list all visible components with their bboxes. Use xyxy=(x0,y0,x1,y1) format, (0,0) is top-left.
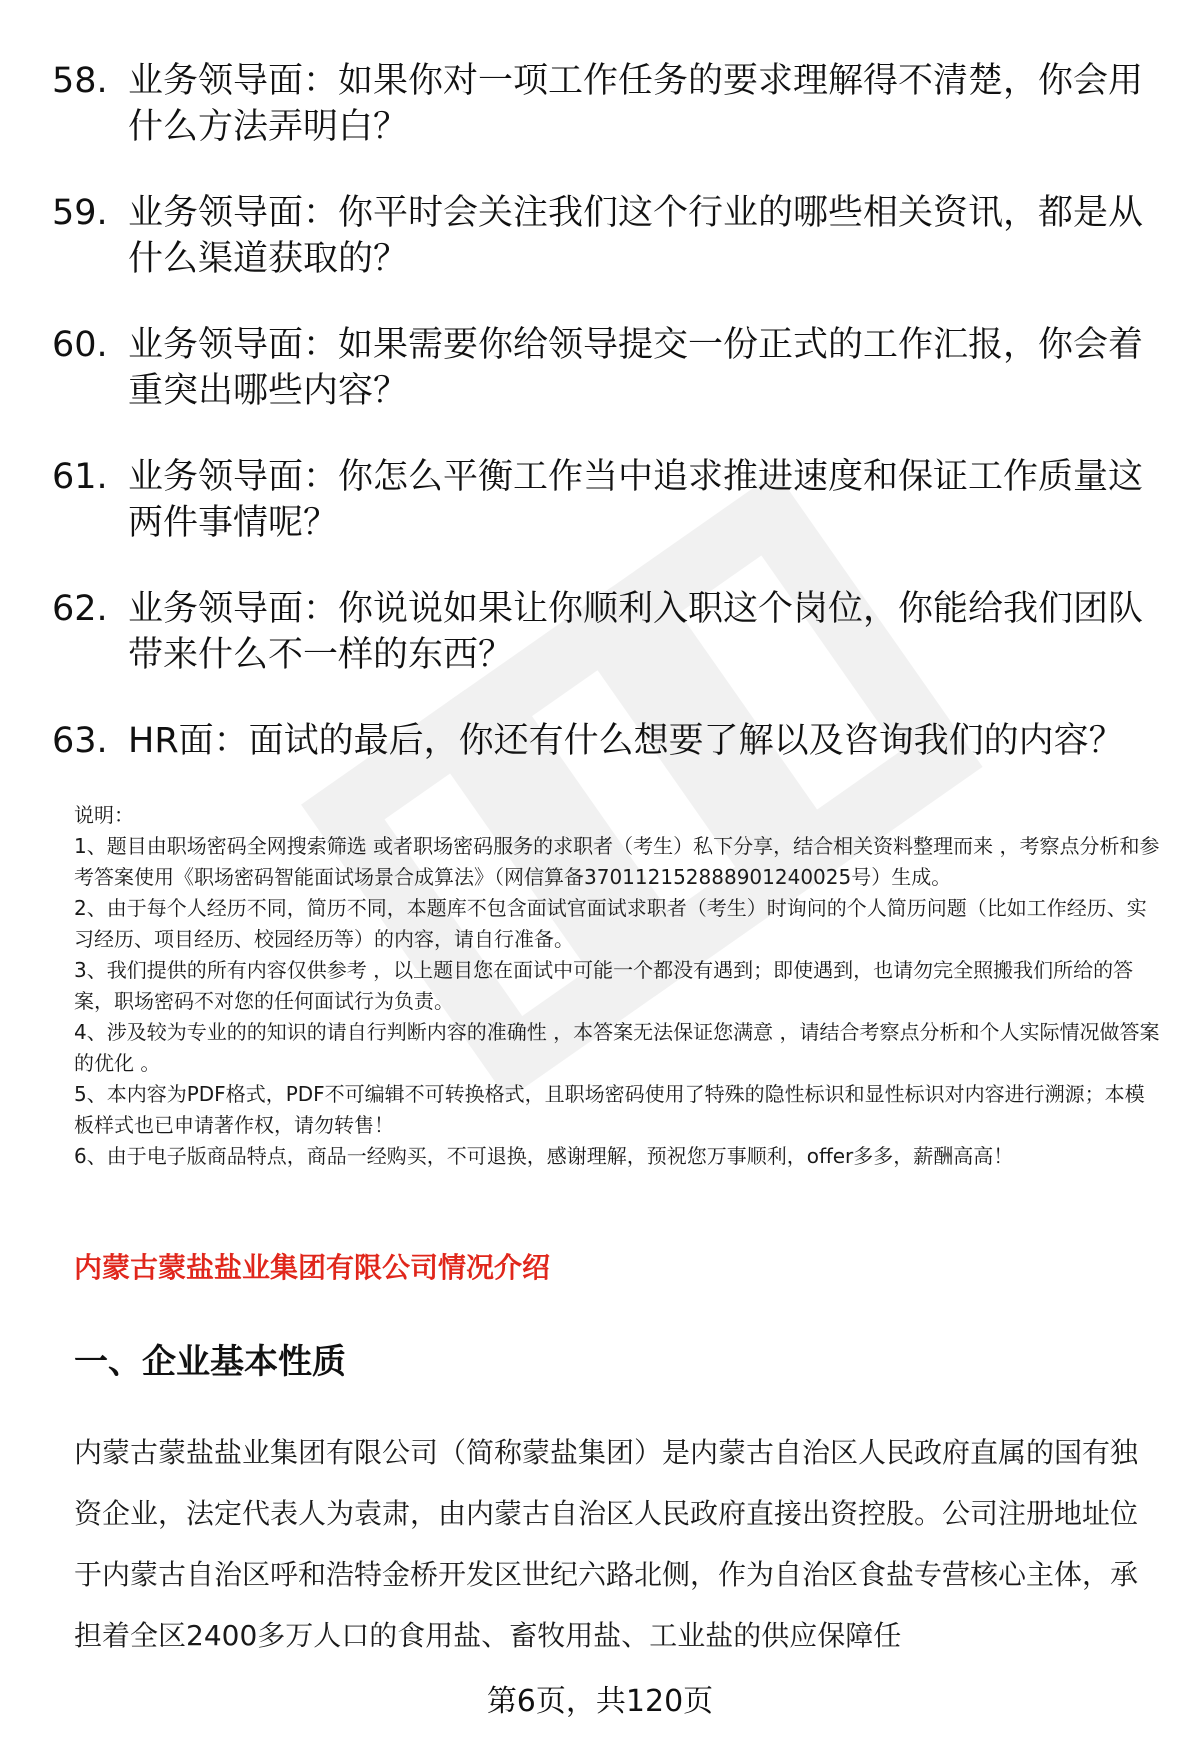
question-list xyxy=(52,58,1162,804)
question-item xyxy=(52,322,1162,414)
question-number: 62. xyxy=(52,589,108,629)
intro-paragraph xyxy=(74,1422,1160,1666)
question-text: HR面：面试的最后，你还有什么想要了解以及咨询我们的内容？ xyxy=(128,721,1124,761)
question-text: 业务领导面：你说说如果让你顺利入职这个岗位，你能给我们团队带来什么不一样的东西？ xyxy=(128,589,1144,675)
company-title: 内蒙古蒙盐盐业集团有限公司情况介绍 xyxy=(74,1251,551,1284)
question-item xyxy=(52,58,1162,150)
question-number: 60. xyxy=(52,325,108,365)
page-footer: 第6页，共120页 xyxy=(486,1684,714,1719)
question-number: 63. xyxy=(52,721,108,761)
note-item: 4、涉及较为专业的的知识的请自行判断内容的准确性 ，本答案无法保证您满意 ，请结合考察点分析和个人实际情况做答案的优化 。 xyxy=(74,1020,1160,1075)
section-heading: 一、企业基本性质 xyxy=(74,1342,346,1382)
note-item: 5、本内容为PDF格式，PDF不可编辑不可转换格式，且职场密码使用了特殊的隐性标识和显性标识对内容进行溯源；本模板样式也已申请著作权，请勿转售！ xyxy=(74,1082,1145,1137)
note-item: 1、题目由职场密码全网搜索筛选 或者职场密码服务的求职者（考生）私下分享，结合相关资料整理而来 ，考察点分析和参考答案使用《职场密码智能面试场景合成算法》（网信算备370112152888901240025号）生成。 xyxy=(74,834,1160,889)
question-number: 61. xyxy=(52,457,108,497)
question-item xyxy=(52,454,1162,546)
note-item: 6、由于电子版商品特点，商品一经购买，不可退换，感谢理解，预祝您万事顺利，offer多多，薪酬高高！ xyxy=(74,1144,1014,1168)
note-item: 3、我们提供的所有内容仅供参考 ，以上题目您在面试中可能一个都没有遇到；即使遇到，也请勿完全照搬我们所给的答案，职场密码不对您的任何面试行为负责。 xyxy=(74,958,1134,1013)
question-text: 业务领导面：你平时会关注我们这个行业的哪些相关资讯，都是从什么渠道获取的？ xyxy=(128,193,1144,279)
note-item: 2、由于每个人经历不同，简历不同，本题库不包含面试官面试求职者（考生）时询问的个人简历问题（比如工作经历、实习经历、项目经历、校园经历等）的内容，请自行准备。 xyxy=(74,896,1147,951)
question-text: 业务领导面：如果你对一项工作任务的要求理解得不清楚，你会用什么方法弄明白？ xyxy=(128,61,1144,147)
question-text: 业务领导面：你怎么平衡工作当中追求推进速度和保证工作质量这两件事情呢？ xyxy=(128,457,1144,543)
question-text: 业务领导面：如果需要你给领导提交一份正式的工作汇报，你会着重突出哪些内容？ xyxy=(128,325,1144,411)
question-number: 59. xyxy=(52,193,108,233)
question-number: 58. xyxy=(52,61,108,101)
notes-section xyxy=(74,800,1160,1172)
question-item xyxy=(52,586,1162,678)
notes-heading: 说明： xyxy=(74,803,134,827)
intro-text: 内蒙古蒙盐盐业集团有限公司（简称蒙盐集团）是内蒙古自治区人民政府直属的国有独资企业，法定代表人为袁肃，由内蒙古自治区人民政府直接出资控股。公司注册地址位于内蒙古自治区呼和浩特金桥开发区世纪六路北侧，作为自治区食盐专营核心主体，承担着全区2400多万人口的食用盐、畜牧用盐、工业盐的供应保障任 xyxy=(74,1436,1139,1652)
question-item xyxy=(52,718,1162,764)
question-item xyxy=(52,190,1162,282)
